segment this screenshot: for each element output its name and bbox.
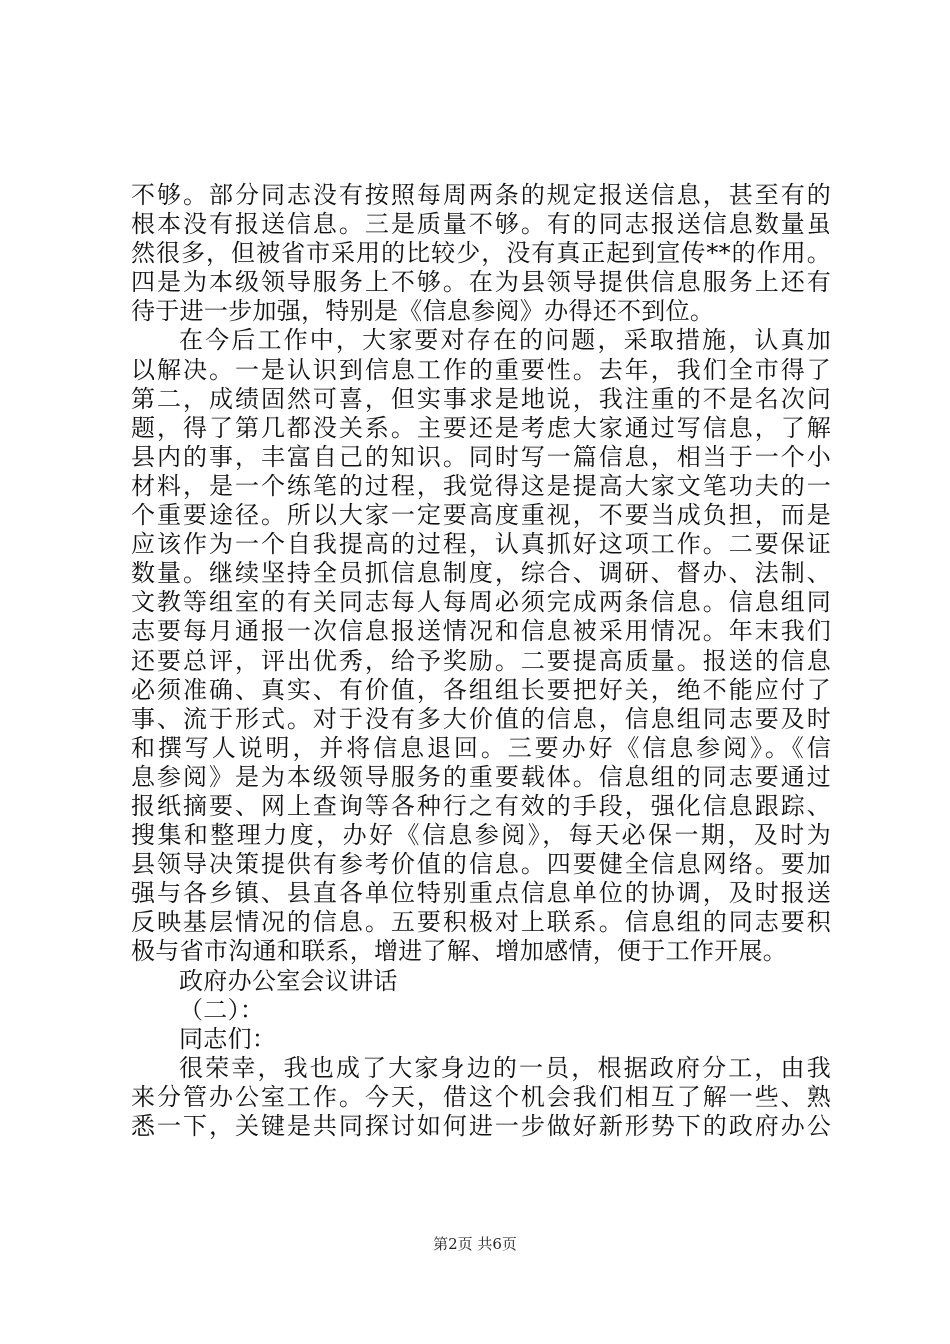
text-line: 个重要途径。所以大家一定要高度重视，不要当成负担，而是 [131, 501, 831, 530]
text-line: 和撰写人说明，并将信息退回。三要办好《信息参阅》。《信 [131, 733, 831, 762]
text-line: 极与省市沟通和联系，增进了解、增加感情，便于工作开展。 [131, 937, 788, 966]
text-line: 四是为本级领导服务上不够。在为县领导提供信息服务上还有 [131, 268, 831, 297]
document-body [131, 181, 831, 1141]
paragraph-last [131, 1054, 831, 1141]
text-line: 息参阅》是为本级领导服务的重要载体。信息组的同志要通过 [131, 762, 831, 791]
text-line: 反映基层情况的信息。五要积极对上联系。信息组的同志要积 [131, 908, 831, 937]
text-line: 很荣幸，我也成了大家身边的一员，根据政府分工，由我 [179, 1053, 831, 1082]
text-line: 县内的事，丰富自己的知识。同时写一篇信息，相当于一个小 [131, 442, 831, 471]
text-line: 还要总评，评出优秀，给予奖励。二要提高质量。报送的信息 [131, 646, 831, 675]
salutation: 同志们： [179, 1024, 277, 1053]
section-title: 政府办公室会议讲话 [179, 966, 398, 995]
text-line: 根本没有报送信息。三是质量不够。有的同志报送信息数量虽 [131, 210, 831, 239]
text-line: 数量。继续坚持全员抓信息制度，综合、调研、督办、法制、 [131, 559, 831, 588]
text-line: 题，得了第几都没关系。主要还是考虑大家通过写信息，了解 [131, 413, 831, 442]
text-line: 必须准确、真实、有价值，各组组长要把好关，绝不能应付了 [131, 675, 831, 704]
section-number: （二）： [179, 995, 265, 1024]
text-line: 搜集和整理力度，办好《信息参阅》，每天必保一期，及时为 [131, 821, 831, 850]
text-line: 志要每月通报一次信息报送情况和信息被采用情况。年末我们 [131, 617, 831, 646]
text-line: 待于进一步加强，特别是《信息参阅》办得还不到位。 [131, 297, 715, 326]
text-line: 第二，成绩固然可喜，但实事求是地说，我注重的不是名次问 [131, 384, 831, 413]
page-number-label: 第2页 共6页 [433, 1235, 517, 1253]
text-line: 报纸摘要、网上查询等各种行之有效的手段，强化信息跟踪、 [131, 791, 831, 820]
text-line: 应该作为一个自我提高的过程，认真抓好这项工作。二要保证 [131, 530, 831, 559]
page-footer [0, 1234, 950, 1254]
text-line: 不够。部分同志没有按照每周两条的规定报送信息，甚至有的 [131, 181, 831, 209]
paragraph-1 [131, 181, 831, 326]
text-line: 悉一下，关键是共同探讨如何进一步做好新形势下的政府办公 [131, 1112, 831, 1140]
text-line: 县领导决策提供有参考价值的信息。四要健全信息网络。要加 [131, 850, 831, 879]
text-line: 在今后工作中，大家要对存在的问题，采取措施，认真加 [179, 326, 831, 355]
text-line: 材料，是一个练笔的过程，我觉得这是提高大家文笔功夫的一 [131, 471, 831, 500]
text-line: 事、流于形式。对于没有多大价值的信息，信息组同志要及时 [131, 704, 831, 733]
paragraph-2 [131, 326, 831, 966]
text-line: 然很多，但被省市采用的比较少，没有真正起到宣传**的作用。 [131, 239, 831, 268]
text-line: 以解决。一是认识到信息工作的重要性。去年，我们全市得了 [131, 355, 831, 384]
text-line: 文教等组室的有关同志每人每周必须完成两条信息。信息组同 [131, 588, 831, 617]
text-line: 强与各乡镇、县直各单位特别重点信息单位的协调，及时报送 [131, 879, 831, 908]
text-line: 来分管办公室工作。今天，借这个机会我们相互了解一些、熟 [131, 1082, 831, 1111]
